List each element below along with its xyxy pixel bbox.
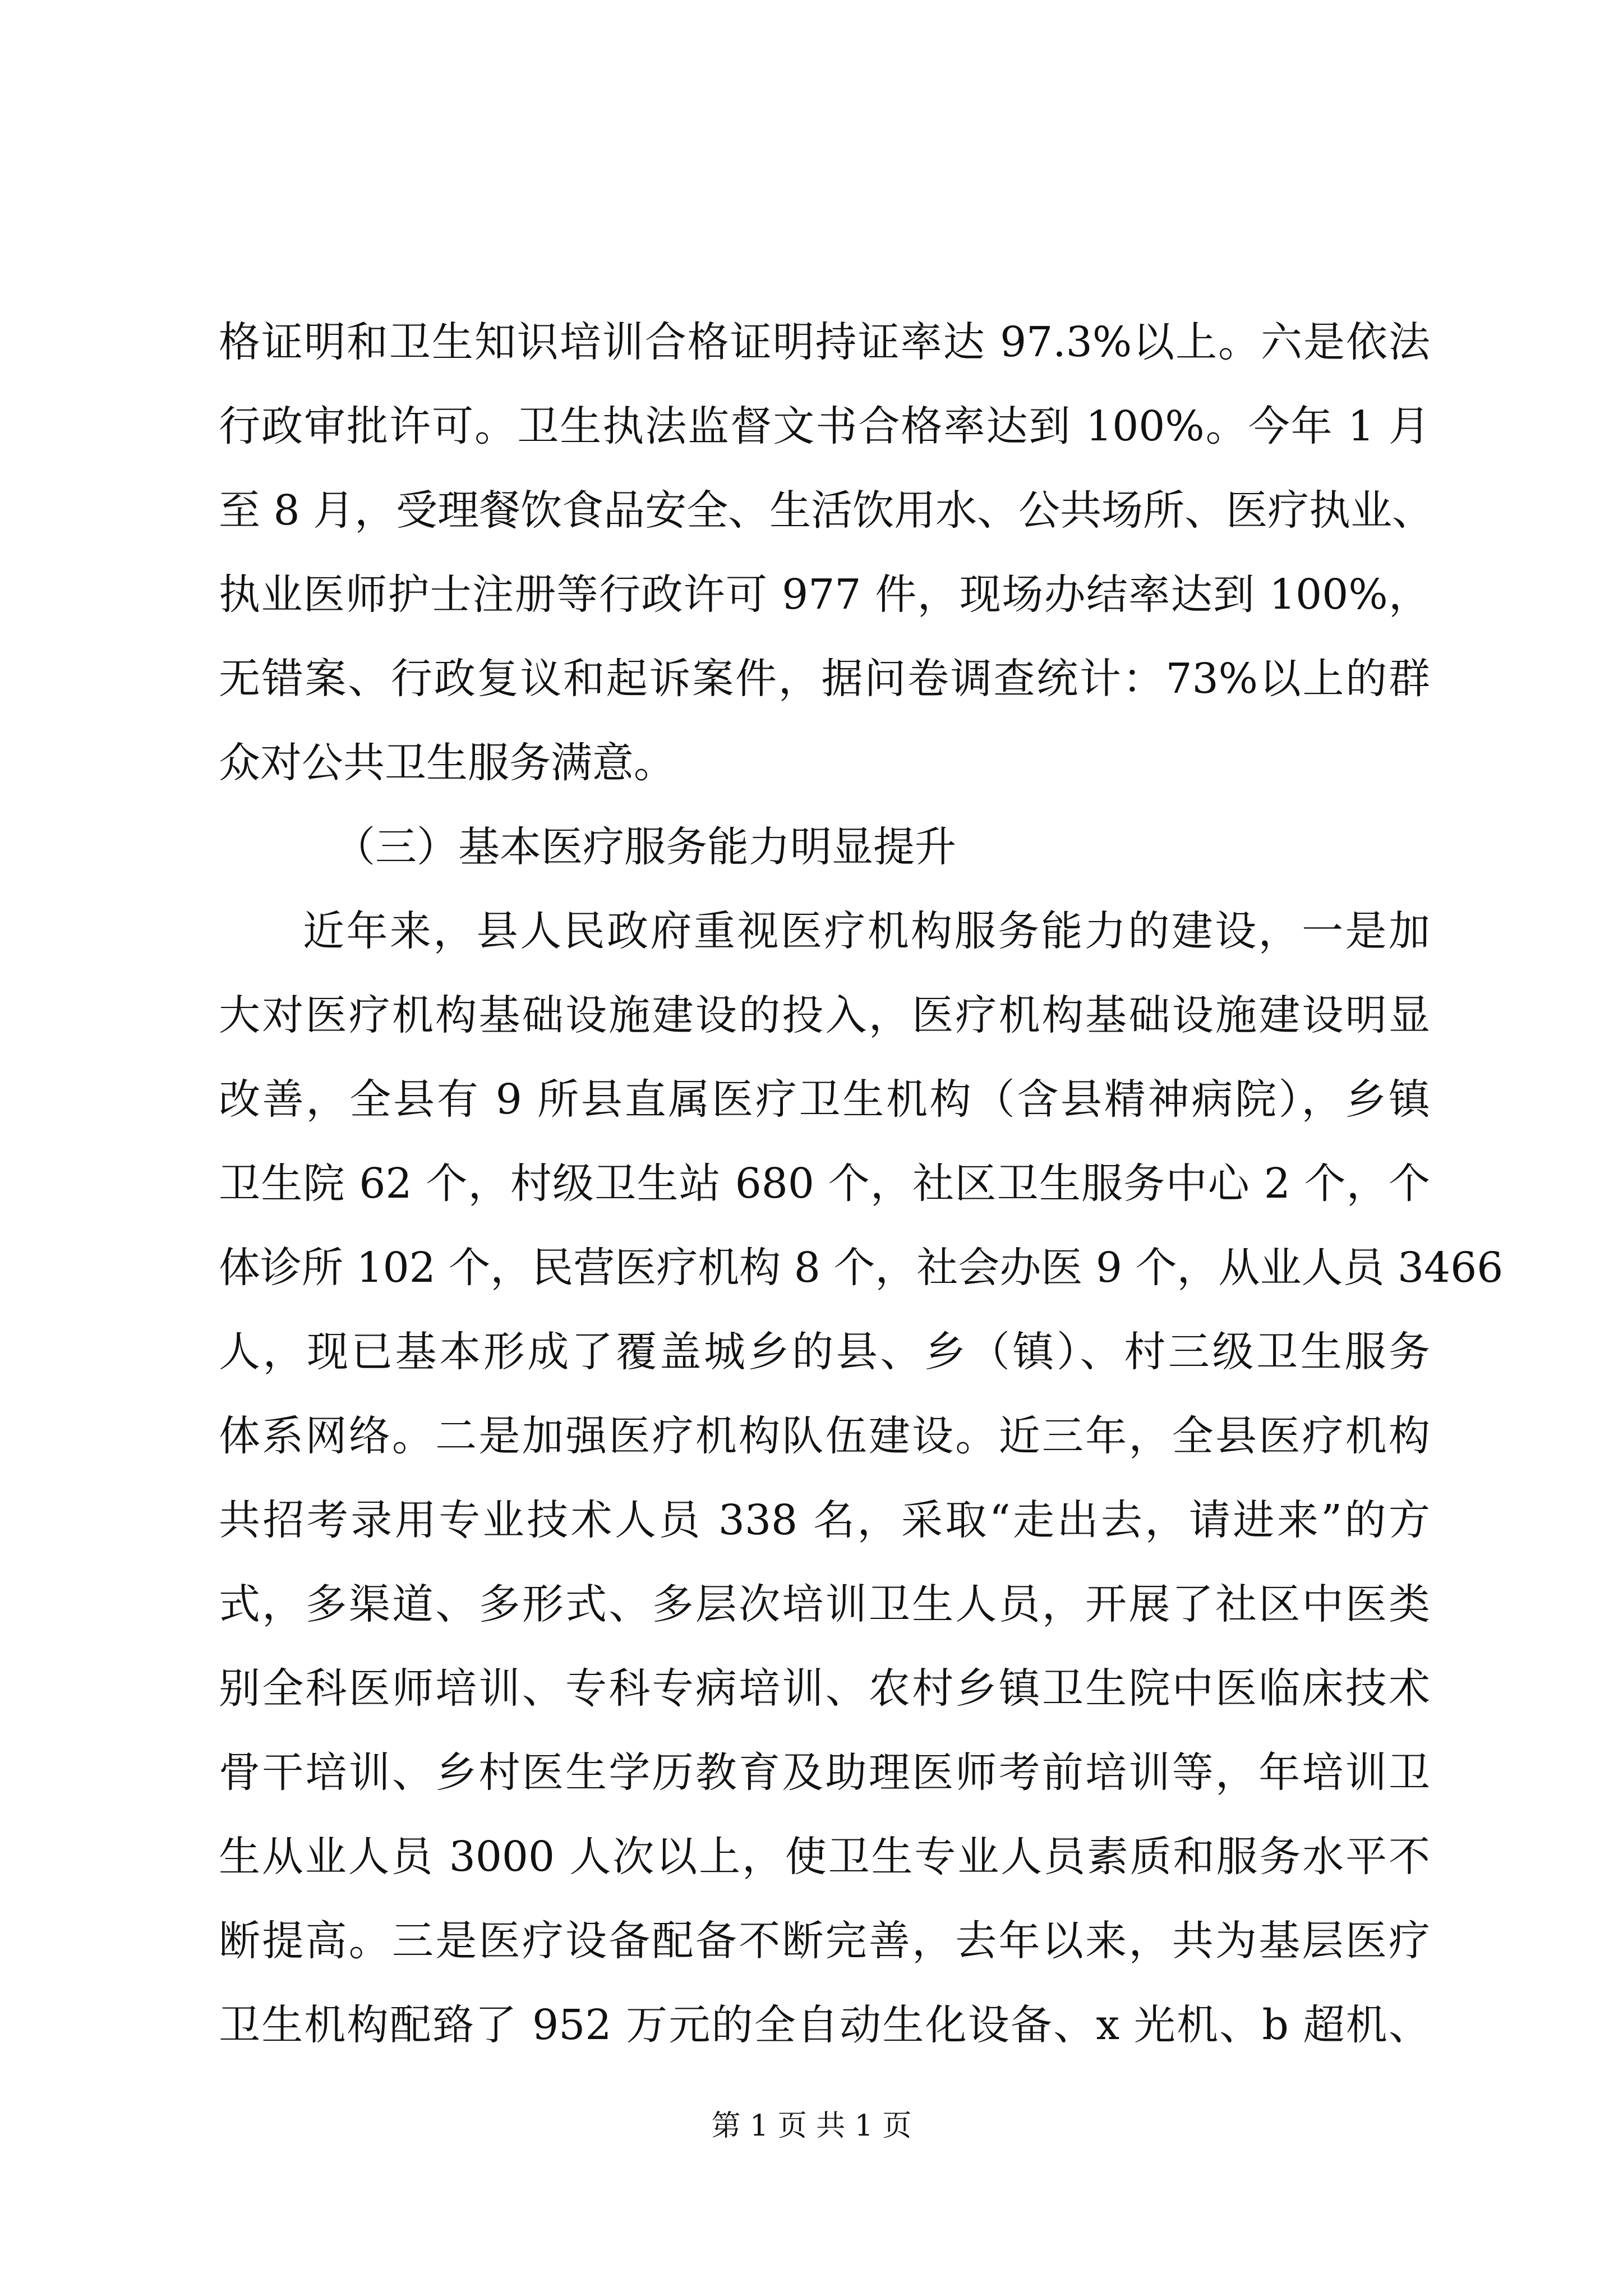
- text-line: 改善，全县有 9 所县直属医疗卫生机构（含县精神病院），乡镇: [219, 1075, 1430, 1124]
- text-line: 众对公共卫生服务满意。: [219, 739, 675, 787]
- text-line: 大对医疗机构基础设施建设的投入，医疗机构基础设施建设明显: [219, 991, 1430, 1039]
- text-line: 共招考录用专业技术人员 338 名，采取“走出去，请进来”的方: [219, 1496, 1430, 1544]
- text-line: 体诊所 102 个，民营医疗机构 8 个，社会办医 9 个，从业人员 3466: [219, 1244, 1504, 1292]
- text-line: 生从业人员 3000 人次以上，使卫生专业人员素质和服务水平不: [219, 1833, 1430, 1881]
- text-line: 至 8 月，受理餐饮食品安全、生活饮用水、公共场所、医疗执业、: [219, 486, 1434, 535]
- text-line: 骨干培训、乡村医生学历教育及助理医师考前培训等，年培训卫: [219, 1749, 1430, 1797]
- text-line: 卫生机构配臵了 952 万元的全自动生化设备、x 光机、b 超机、: [219, 2001, 1430, 2049]
- section-heading: （三）基本医疗服务能力明显提升: [334, 823, 956, 871]
- text-line: 格证明和卫生知识培训合格证明持证率达 97.3%以上。六是依法: [219, 318, 1430, 366]
- text-line: 别全科医师培训、专科专病培训、农村乡镇卫生院中医临床技术: [219, 1664, 1430, 1713]
- text-line: 行政审批许可。卫生执法监督文书合格率达到 100%。今年 1 月: [219, 402, 1430, 450]
- text-line: 断提高。三是医疗设备配备不断完善，去年以来，共为基层医疗: [219, 1917, 1430, 1965]
- page-footer: 第 1 页 共 1 页: [711, 2109, 912, 2143]
- text-line: 卫生院 62 个，村级卫生站 680 个，社区卫生服务中心 2 个，个: [219, 1159, 1430, 1208]
- paragraph-first-line: 近年来，县人民政府重视医疗机构服务能力的建设，一是加: [303, 907, 1430, 955]
- text-line: 无错案、行政复议和起诉案件，据问卷调查统计：73%以上的群: [219, 655, 1430, 703]
- text-line: 人，现已基本形成了覆盖城乡的县、乡（镇）、村三级卫生服务: [219, 1328, 1430, 1376]
- text-line: 体系网络。二是加强医疗机构队伍建设。近三年，全县医疗机构: [219, 1412, 1430, 1460]
- text-line: 执业医师护士注册等行政许可 977 件，现场办结率达到 100%，: [219, 570, 1430, 619]
- text-line: 式，多渠道、多形式、多层次培训卫生人员，开展了社区中医类: [219, 1580, 1430, 1628]
